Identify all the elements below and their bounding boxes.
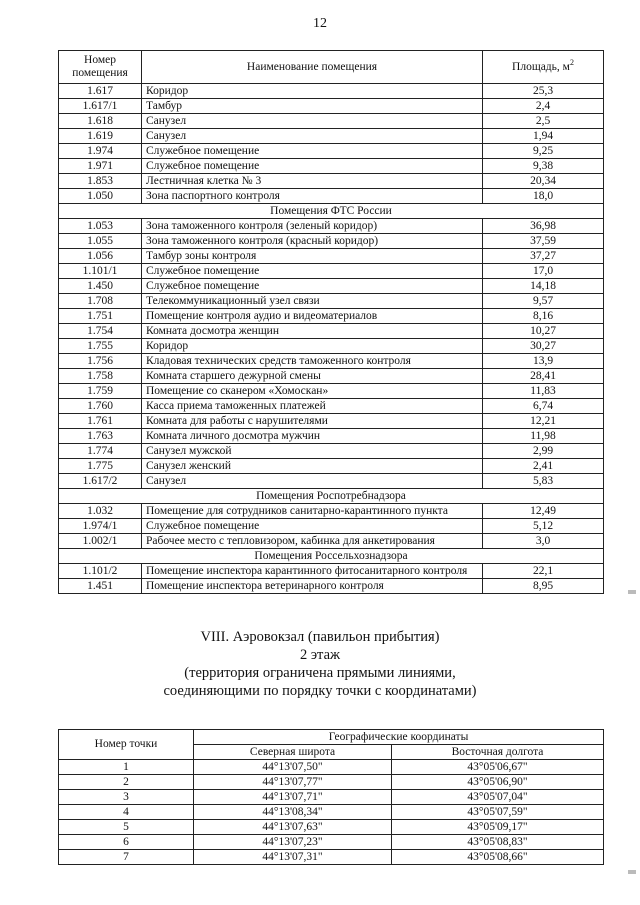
header-longitude: Восточная долгота — [392, 745, 604, 760]
room-number: 1.055 — [59, 234, 142, 249]
room-name: Зона таможенного контроля (зеленый коридор) — [142, 219, 483, 234]
room-area: 28,41 — [483, 369, 604, 384]
table-row — [59, 564, 604, 579]
table-row — [59, 114, 604, 129]
table-row — [59, 835, 604, 850]
room-number: 1.756 — [59, 354, 142, 369]
table-row — [59, 294, 604, 309]
table-row — [59, 324, 604, 339]
longitude: 43°05'07,04" — [392, 790, 604, 805]
table-row — [59, 144, 604, 159]
room-name: Помещение инспектора ветеринарного контроля — [142, 579, 483, 594]
room-area: 9,25 — [483, 144, 604, 159]
rooms-table-header — [59, 51, 604, 84]
room-name: Комната досмотра женщин — [142, 324, 483, 339]
room-area: 2,41 — [483, 459, 604, 474]
room-number: 1.974 — [59, 144, 142, 159]
room-name: Зона таможенного контроля (красный коридор) — [142, 234, 483, 249]
table-row — [59, 354, 604, 369]
latitude: 44°13'07,23" — [194, 835, 392, 850]
longitude: 43°05'07,59" — [392, 805, 604, 820]
room-name: Санузел мужской — [142, 444, 483, 459]
table-row — [59, 474, 604, 489]
room-number: 1.617/2 — [59, 474, 142, 489]
room-area: 2,5 — [483, 114, 604, 129]
coordinates-table-body — [59, 760, 604, 865]
room-number: 1.002/1 — [59, 534, 142, 549]
rooms-table — [58, 50, 604, 594]
point-number: 4 — [59, 805, 194, 820]
header-room-area — [483, 51, 604, 84]
room-area: 14,18 — [483, 279, 604, 294]
room-name: Комната для работы с нарушителями — [142, 414, 483, 429]
room-name: Санузел женский — [142, 459, 483, 474]
room-number: 1.050 — [59, 189, 142, 204]
room-area: 9,38 — [483, 159, 604, 174]
room-number: 1.761 — [59, 414, 142, 429]
table-row — [59, 189, 604, 204]
room-number: 1.708 — [59, 294, 142, 309]
room-name: Тамбур — [142, 99, 483, 114]
table-row — [59, 504, 604, 519]
point-number: 1 — [59, 760, 194, 775]
room-area: 12,49 — [483, 504, 604, 519]
room-name: Лестничная клетка № 3 — [142, 174, 483, 189]
longitude: 43°05'06,67" — [392, 760, 604, 775]
room-name: Санузел — [142, 114, 483, 129]
room-number: 1.755 — [59, 339, 142, 354]
room-area: 1,94 — [483, 129, 604, 144]
room-number: 1.101/1 — [59, 264, 142, 279]
room-name: Комната старшего дежурной смены — [142, 369, 483, 384]
header-area-unit-power: 2 — [569, 57, 574, 67]
table-row — [59, 279, 604, 294]
section-title: VIII. Аэровокзал (павильон прибытия) — [200, 629, 440, 645]
room-number: 1.758 — [59, 369, 142, 384]
table-row — [59, 84, 604, 99]
table-row — [59, 309, 604, 324]
point-number: 7 — [59, 850, 194, 865]
header-geo-coordinates: Географические координаты — [194, 730, 604, 745]
table-row — [59, 790, 604, 805]
room-area: 8,95 — [483, 579, 604, 594]
room-area: 11,98 — [483, 429, 604, 444]
room-area: 11,83 — [483, 384, 604, 399]
table-row — [59, 369, 604, 384]
scan-mark — [628, 870, 636, 874]
group-title: Помещения Роспотребнадзора — [59, 489, 604, 504]
table-row — [59, 264, 604, 279]
room-name: Зона паспортного контроля — [142, 189, 483, 204]
room-number: 1.056 — [59, 249, 142, 264]
room-area: 5,12 — [483, 519, 604, 534]
room-number: 1.751 — [59, 309, 142, 324]
page-number: 12 — [313, 16, 327, 31]
room-area: 13,9 — [483, 354, 604, 369]
room-area: 10,27 — [483, 324, 604, 339]
room-area: 22,1 — [483, 564, 604, 579]
section-description-line-1: (территория ограничена прямыми линиями, — [184, 665, 456, 681]
room-name: Телекоммуникационный узел связи — [142, 294, 483, 309]
header-point-number: Номер точки — [59, 730, 194, 760]
room-number: 1.775 — [59, 459, 142, 474]
room-name: Помещение контроля аудио и видеоматериалов — [142, 309, 483, 324]
table-row — [59, 234, 604, 249]
group-row — [59, 549, 604, 564]
room-number: 1.759 — [59, 384, 142, 399]
table-row — [59, 444, 604, 459]
room-number: 1.617 — [59, 84, 142, 99]
table-row — [59, 249, 604, 264]
room-number: 1.619 — [59, 129, 142, 144]
table-row — [59, 429, 604, 444]
section-description-line-2: соединяющими по порядку точки с координатами) — [163, 683, 477, 699]
latitude: 44°13'07,63" — [194, 820, 392, 835]
point-number: 3 — [59, 790, 194, 805]
room-number: 1.774 — [59, 444, 142, 459]
table-row — [59, 820, 604, 835]
table-row — [59, 519, 604, 534]
room-name: Кладовая технических средств таможенного контроля — [142, 354, 483, 369]
table-row — [59, 219, 604, 234]
room-area: 25,3 — [483, 84, 604, 99]
room-name: Служебное помещение — [142, 144, 483, 159]
table-row — [59, 384, 604, 399]
point-number: 2 — [59, 775, 194, 790]
room-number: 1.053 — [59, 219, 142, 234]
table-row — [59, 399, 604, 414]
latitude: 44°13'07,50" — [194, 760, 392, 775]
section-floor: 2 этаж — [299, 647, 341, 663]
room-name: Комната личного досмотра мужчин — [142, 429, 483, 444]
table-row — [59, 775, 604, 790]
room-area: 9,57 — [483, 294, 604, 309]
room-name: Коридор — [142, 339, 483, 354]
room-name: Служебное помещение — [142, 279, 483, 294]
room-area: 37,27 — [483, 249, 604, 264]
latitude: 44°13'07,77" — [194, 775, 392, 790]
room-area: 3,0 — [483, 534, 604, 549]
longitude: 43°05'09,17" — [392, 820, 604, 835]
latitude: 44°13'07,71" — [194, 790, 392, 805]
table-row — [59, 850, 604, 865]
room-area: 6,74 — [483, 399, 604, 414]
table-row — [59, 459, 604, 474]
group-title: Помещения Россельхознадзора — [59, 549, 604, 564]
room-number: 1.763 — [59, 429, 142, 444]
room-name: Рабочее место с тепловизором, кабинка для анкетирования — [142, 534, 483, 549]
room-area: 20,34 — [483, 174, 604, 189]
header-room-number: Номер помещения — [59, 51, 142, 84]
group-row — [59, 204, 604, 219]
room-area: 2,99 — [483, 444, 604, 459]
room-name: Санузел — [142, 474, 483, 489]
table-row — [59, 159, 604, 174]
table-row — [59, 99, 604, 114]
room-number: 1.101/2 — [59, 564, 142, 579]
room-area: 36,98 — [483, 219, 604, 234]
rooms-table-body — [59, 84, 604, 594]
group-title: Помещения ФТС России — [59, 204, 604, 219]
point-number: 5 — [59, 820, 194, 835]
room-name: Коридор — [142, 84, 483, 99]
longitude: 43°05'06,90" — [392, 775, 604, 790]
room-name: Помещение инспектора карантинного фитосанитарного контроля — [142, 564, 483, 579]
room-number: 1.451 — [59, 579, 142, 594]
longitude: 43°05'08,66" — [392, 850, 604, 865]
coordinates-table-header — [59, 730, 604, 745]
room-area: 17,0 — [483, 264, 604, 279]
table-row — [59, 339, 604, 354]
room-number: 1.971 — [59, 159, 142, 174]
table-row — [59, 414, 604, 429]
scan-mark — [628, 590, 636, 594]
point-number: 6 — [59, 835, 194, 850]
latitude: 44°13'07,31" — [194, 850, 392, 865]
room-number: 1.853 — [59, 174, 142, 189]
longitude: 43°05'08,83" — [392, 835, 604, 850]
room-number: 1.617/1 — [59, 99, 142, 114]
room-name: Тамбур зоны контроля — [142, 249, 483, 264]
section-heading — [0, 628, 640, 700]
room-area: 12,21 — [483, 414, 604, 429]
room-area: 2,4 — [483, 99, 604, 114]
room-area: 18,0 — [483, 189, 604, 204]
room-area: 8,16 — [483, 309, 604, 324]
coordinates-table — [58, 729, 604, 865]
group-row — [59, 489, 604, 504]
header-area-label: Площадь, м — [512, 60, 570, 73]
room-area: 37,59 — [483, 234, 604, 249]
room-number: 1.450 — [59, 279, 142, 294]
table-row — [59, 760, 604, 775]
room-name: Касса приема таможенных платежей — [142, 399, 483, 414]
latitude: 44°13'08,34" — [194, 805, 392, 820]
room-name: Помещение для сотрудников санитарно-карантинного пункта — [142, 504, 483, 519]
table-row — [59, 579, 604, 594]
room-name: Помещение со сканером «Хомоскан» — [142, 384, 483, 399]
table-row — [59, 129, 604, 144]
room-name: Служебное помещение — [142, 519, 483, 534]
room-number: 1.618 — [59, 114, 142, 129]
room-name: Служебное помещение — [142, 264, 483, 279]
table-row — [59, 805, 604, 820]
table-row — [59, 174, 604, 189]
table-row — [59, 534, 604, 549]
room-name: Служебное помещение — [142, 159, 483, 174]
room-number: 1.032 — [59, 504, 142, 519]
room-area: 30,27 — [483, 339, 604, 354]
header-room-name: Наименование помещения — [142, 51, 483, 84]
room-name: Санузел — [142, 129, 483, 144]
room-number: 1.760 — [59, 399, 142, 414]
room-number: 1.974/1 — [59, 519, 142, 534]
room-number: 1.754 — [59, 324, 142, 339]
header-latitude: Северная широта — [194, 745, 392, 760]
room-area: 5,83 — [483, 474, 604, 489]
